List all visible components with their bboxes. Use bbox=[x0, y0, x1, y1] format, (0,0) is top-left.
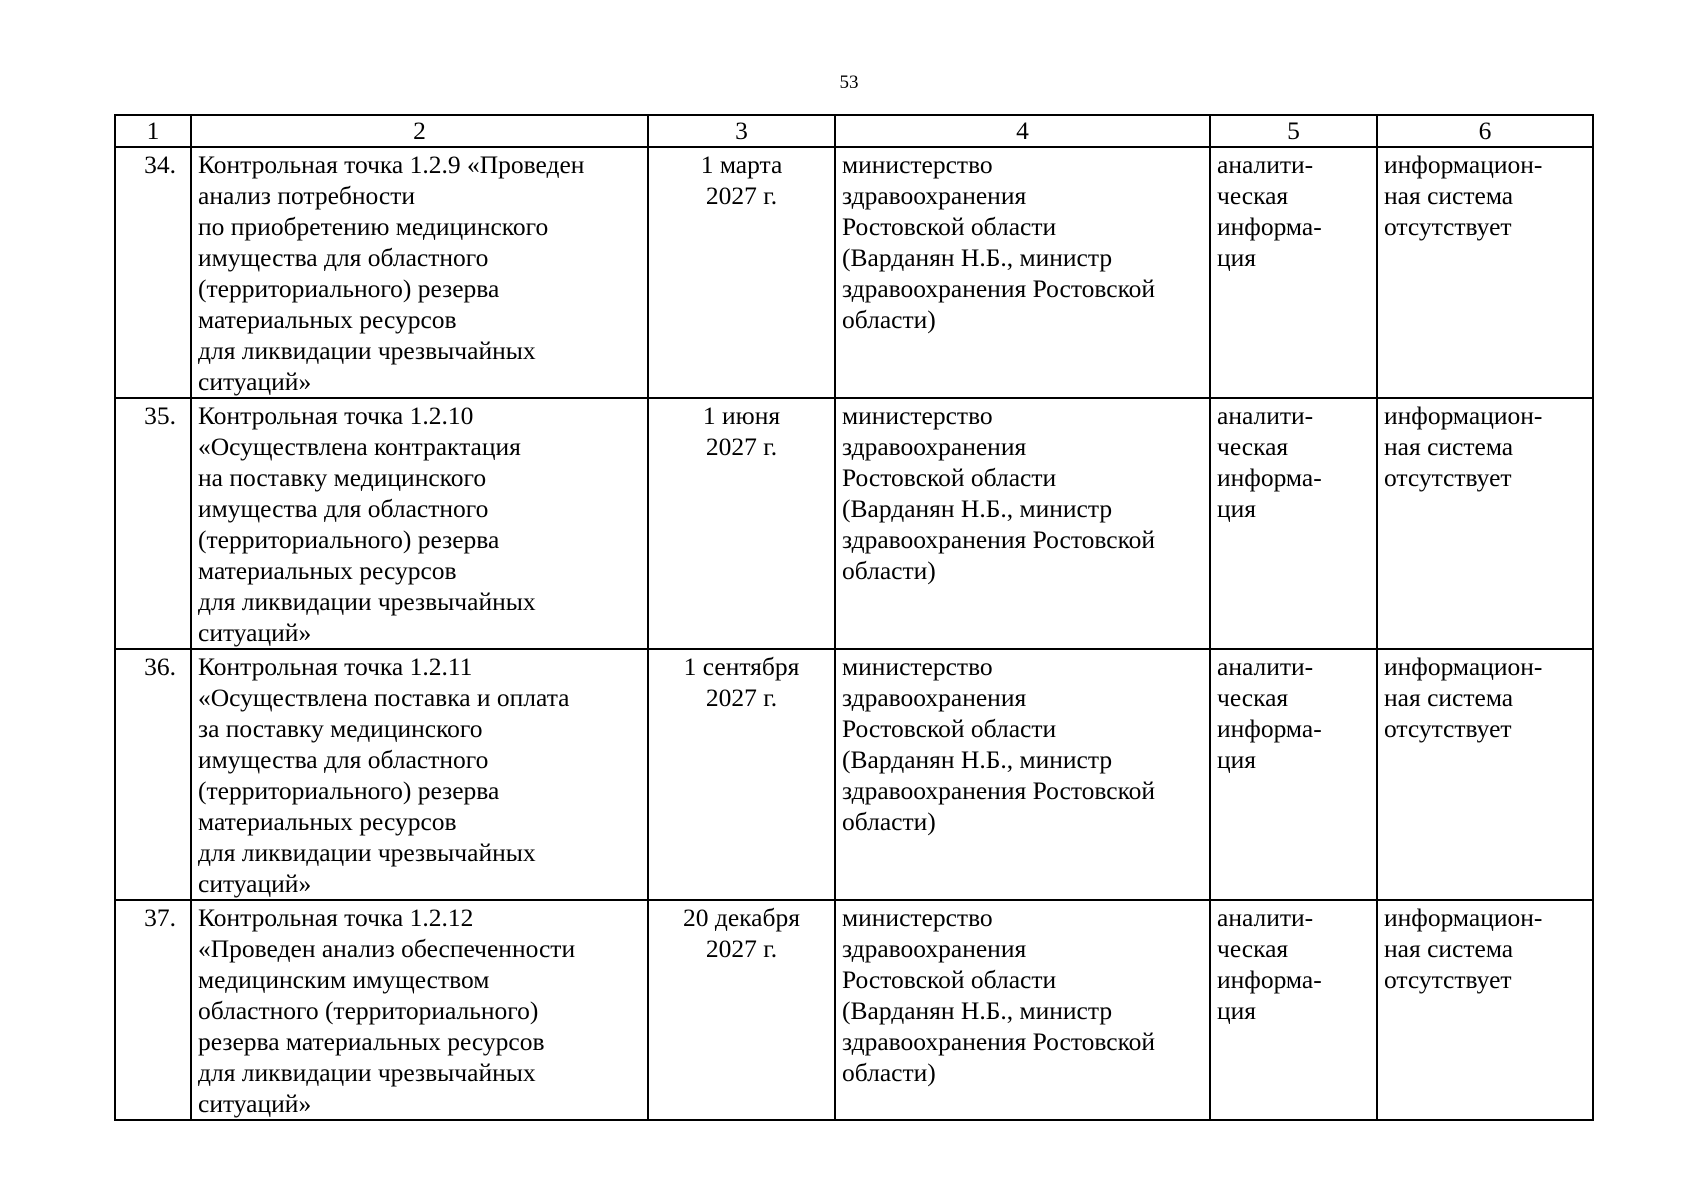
deadline-cell: 1 июня 2027 г. bbox=[648, 398, 835, 649]
deadline-cell: 1 марта 2027 г. bbox=[648, 147, 835, 398]
table-row bbox=[115, 398, 1593, 649]
column-number-cell: 4 bbox=[835, 115, 1210, 147]
column-number-cell: 3 bbox=[648, 115, 835, 147]
row-number-cell: 36. bbox=[115, 649, 191, 900]
document-type-cell: аналити- ческая информа- ция bbox=[1210, 398, 1377, 649]
document-type-cell: аналити- ческая информа- ция bbox=[1210, 147, 1377, 398]
document-type-cell: аналити- ческая информа- ция bbox=[1210, 649, 1377, 900]
responsible-cell: министерство здравоохранения Ростовской области (Варданян Н.Б., министр здравоохранения Ростовской области) bbox=[835, 900, 1210, 1120]
info-system-cell: информацион- ная система отсутствует bbox=[1377, 649, 1593, 900]
column-number-cell: 2 bbox=[191, 115, 648, 147]
row-number-cell: 35. bbox=[115, 398, 191, 649]
row-number-cell: 34. bbox=[115, 147, 191, 398]
description-cell: Контрольная точка 1.2.10 «Осуществлена контрактация на поставку медицинского имущества для областного (территориального) резерва материальных ресурсов для ликвидации чрезвычайных ситуаций» bbox=[191, 398, 648, 649]
responsible-cell: министерство здравоохранения Ростовской области (Варданян Н.Б., министр здравоохранения Ростовской области) bbox=[835, 147, 1210, 398]
info-system-cell: информацион- ная система отсутствует bbox=[1377, 900, 1593, 1120]
responsible-cell: министерство здравоохранения Ростовской области (Варданян Н.Б., министр здравоохранения Ростовской области) bbox=[835, 649, 1210, 900]
table-row bbox=[115, 900, 1593, 1120]
info-system-cell: информацион- ная система отсутствует bbox=[1377, 147, 1593, 398]
description-cell: Контрольная точка 1.2.11 «Осуществлена поставка и оплата за поставку медицинского имущества для областного (территориального) резерва материальных ресурсов для ликвидации чрезвычайных ситуаций» bbox=[191, 649, 648, 900]
column-number-cell: 1 bbox=[115, 115, 191, 147]
info-system-cell: информацион- ная система отсутствует bbox=[1377, 398, 1593, 649]
column-number-row bbox=[115, 115, 1593, 147]
description-cell: Контрольная точка 1.2.9 «Проведен анализ потребности по приобретению медицинского имущества для областного (территориального) резерва материальных ресурсов для ликвидации чрезвычайных ситуаций» bbox=[191, 147, 648, 398]
description-cell: Контрольная точка 1.2.12 «Проведен анализ обеспеченности медицинским имуществом областного (территориального) резерва материальных ресурсов для ликвидации чрезвычайных ситуаций» bbox=[191, 900, 648, 1120]
deadline-cell: 20 декабря 2027 г. bbox=[648, 900, 835, 1120]
responsible-cell: министерство здравоохранения Ростовской области (Варданян Н.Б., министр здравоохранения Ростовской области) bbox=[835, 398, 1210, 649]
page-number: 53 bbox=[839, 72, 859, 93]
column-number-cell: 6 bbox=[1377, 115, 1593, 147]
deadline-cell: 1 сентября 2027 г. bbox=[648, 649, 835, 900]
control-points-table bbox=[114, 114, 1594, 1121]
column-number-cell: 5 bbox=[1210, 115, 1377, 147]
row-number-cell: 37. bbox=[115, 900, 191, 1120]
table-row bbox=[115, 649, 1593, 900]
table-row bbox=[115, 147, 1593, 398]
document-type-cell: аналити- ческая информа- ция bbox=[1210, 900, 1377, 1120]
